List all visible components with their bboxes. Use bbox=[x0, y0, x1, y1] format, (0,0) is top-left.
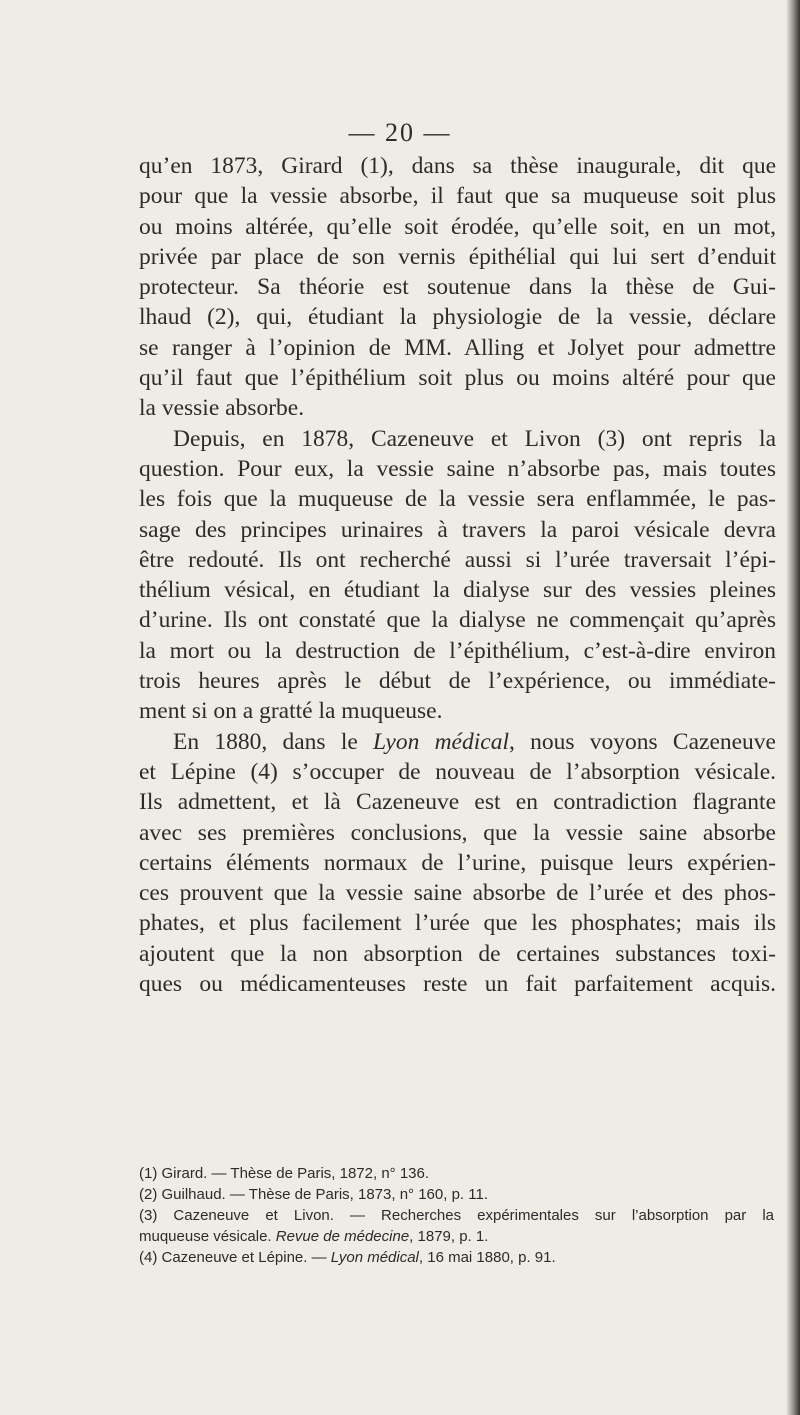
text-line: protecteur. Sa théorie est soutenue dans la thèse de Gui- bbox=[139, 274, 776, 301]
text-segment: En 1880, dans le bbox=[173, 728, 374, 755]
text-line: phates, et plus facilement l’urée que les phosphates; mais ils bbox=[139, 910, 776, 937]
text-line: trois heures après le début de l’expérience, ou immédiate- bbox=[139, 668, 776, 695]
text-line bbox=[139, 727, 776, 757]
text-line: certains éléments normaux de l’urine, puisque leurs expérien- bbox=[139, 849, 776, 876]
page-edge-shadow bbox=[786, 0, 800, 1415]
paragraph-3 bbox=[139, 727, 776, 1000]
text-line: d’urine. Ils ont constaté que la dialyse ne commençait qu’après bbox=[139, 607, 776, 634]
body-text bbox=[139, 151, 776, 999]
footnote-1: (1) Girard. — Thèse de Paris, 1872, n° 136. bbox=[139, 1165, 430, 1182]
text-line: question. Pour eux, la vessie saine n’absorbe pas, mais toutes bbox=[139, 455, 776, 482]
text-line: lhaud (2), qui, étudiant la physiologie de la vessie, déclare bbox=[139, 304, 776, 331]
text-segment: , nous voyons Cazeneuve bbox=[508, 728, 776, 755]
text-line: ces prouvent que la vessie saine absorbe de l’urée et des phos- bbox=[139, 880, 776, 907]
text-line: les fois que la muqueuse de la vessie sera enflammée, le pas- bbox=[139, 486, 776, 513]
text-segment: (4) Cazeneuve et Lépine. — bbox=[139, 1249, 331, 1266]
text-line: ment si on a gratté la muqueuse. bbox=[139, 698, 443, 725]
text-segment: , 16 mai 1880, p. 91. bbox=[418, 1249, 556, 1266]
journal-title: Revue de médecine bbox=[275, 1228, 410, 1245]
text-line: qu’en 1873, Girard (1), dans sa thèse inaugurale, dit que bbox=[139, 153, 776, 179]
text-line: ou moins altérée, qu’elle soit érodée, qu’elle soit, en un mot, bbox=[139, 213, 776, 240]
page-number: — 20 — bbox=[348, 118, 452, 147]
text-line: ques ou médicamenteuses reste un fait parfaitement acquis. bbox=[139, 971, 776, 998]
text-line: sage des principes urinaires à travers la paroi vésicale devra bbox=[139, 516, 776, 543]
text-line: avec ses premières conclusions, que la vessie saine absorbe bbox=[139, 819, 776, 846]
paragraph-1 bbox=[139, 151, 776, 424]
text-line: qu’il faut que l’épithélium soit plus ou moins altéré pour que bbox=[139, 365, 776, 392]
text-line: Ils admettent, et là Cazeneuve est en contradiction flagrante bbox=[139, 789, 776, 816]
text-line: se ranger à l’opinion de MM. Alling et Jolyet pour admettre bbox=[139, 334, 776, 361]
text-line: la vessie absorbe. bbox=[139, 395, 305, 422]
text-line: être redouté. Ils ont recherché aussi si l’urée traversait l’épi- bbox=[139, 546, 776, 573]
text-line: thélium vésical, en étudiant la dialyse sur des vessies pleines bbox=[139, 577, 776, 604]
paragraph-2 bbox=[139, 424, 776, 727]
text-line: et Lépine (4) s’occuper de nouveau de l’absorption vésicale. bbox=[139, 758, 776, 785]
text-line: privée par place de son vernis épithélial qui lui sert d’enduit bbox=[139, 243, 776, 270]
footnote-3: (3) Cazeneuve et Livon. — Recherches expérimentales sur l’absorption par la bbox=[139, 1207, 774, 1224]
footnote-2: (2) Guilhaud. — Thèse de Paris, 1873, n° 160, p. 11. bbox=[139, 1186, 488, 1203]
text-line: pour que la vessie absorbe, il faut que sa muqueuse soit plus bbox=[139, 183, 776, 210]
text-segment: muqueuse vésicale. bbox=[139, 1228, 276, 1245]
footnotes bbox=[139, 1163, 774, 1268]
journal-title: Lyon médical bbox=[330, 1249, 419, 1266]
text-line: ajoutent que la non absorption de certaines substances toxi- bbox=[139, 940, 776, 967]
journal-title: Lyon médical bbox=[373, 728, 509, 755]
footnote-3-continued bbox=[139, 1226, 774, 1247]
text-line: Depuis, en 1878, Cazeneuve et Livon (3) ont repris la bbox=[173, 425, 776, 452]
footnote-4 bbox=[139, 1247, 774, 1268]
text-segment: , 1879, p. 1. bbox=[409, 1228, 489, 1245]
text-line: la mort ou la destruction de l’épithélium, c’est-à-dire environ bbox=[139, 637, 776, 664]
